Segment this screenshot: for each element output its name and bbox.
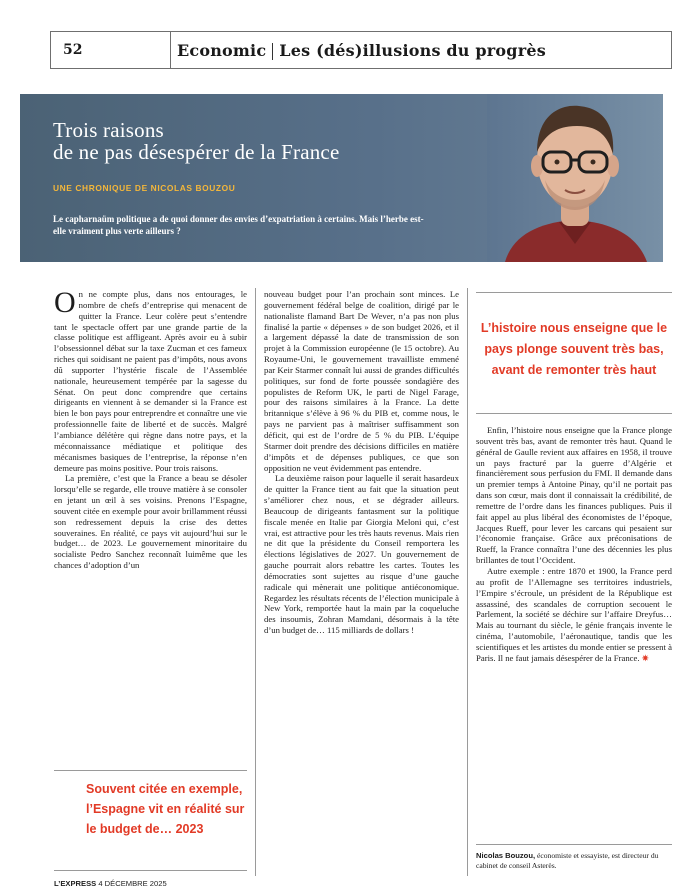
paragraph-6 [476,566,672,664]
column-divider-1 [255,288,256,876]
title-line-1: Trois raisons [53,118,164,142]
section-name: Economic [177,40,267,60]
pullquote-2: L’histoire nous enseigne que le pays plonge souvent très bas, avant de remonter très haut [480,321,668,377]
page-header [50,31,672,69]
author-signature [476,851,672,870]
end-mark-icon: ✷ [641,652,650,663]
author-portrait [487,94,663,262]
author-name: Nicolas Bouzou, [476,851,536,860]
page-footer [54,879,167,888]
article-standfirst: Le capharnaüm politique a de quoi donner des envies d’expatriation à certains. Mais l’herbe est-elle vraiment plus verte ailleurs ? [53,214,424,236]
pullquote-1-rule-bottom [54,870,247,871]
rubric-name: Les (dés)illusions du progrès [279,40,546,60]
signature-rule [476,844,672,845]
paragraph-5: Enfin, l’histoire nous enseigne que la France plonge souvent très bas, avant de remonter très haut. Quand le général de Gaulle revient aux affaires en 1958, il trouve un pays fracturé par la guerre d’Algérie et financièrement sous perfusion du FMI. Il demande dans un premier temps à Antoine Pinay, qu’il ne portait pas dans son cœur, mais dont il connaissait la crédibilité, de remettre de l’ordre dans les finances publiques. Puis il fait appel au plus libéral des économistes de l’époque, Jacques Rueff, pour lever les carcans qui pesaient sur l’économie française. Grâce aux préconisations de Rueff, la France connaîtra l’une des décennies les plus brillantes de tout l’Occident. [476,425,672,566]
paragraph-1 [54,286,247,473]
pullquote-2-rule-top [476,292,672,293]
dropcap: O [54,286,76,319]
article-title [53,119,339,163]
pullquote-2-rule-bottom [476,413,672,414]
paragraph-6-text: Autre exemple : entre 1870 et 1900, la France perd au profit de l’Allemagne ses territoires industriels, l’Empire s’écroule, un président de la République est assassiné, des scandales de corruption secouent le Parlement, la société se déchire sur l’affaire Dreyfus… Mais au tournant du siècle, le génie français invente le cinéma, l’automobile, l’aéronautique, tandis que les scientifiques et les artistes du monde entier se pressent à Paris. Il ne faut jamais désespérer de la France. [476,565,672,663]
column-divider-2 [467,288,468,876]
article-column-2 [264,289,459,636]
section-separator [272,43,273,60]
article-column-1 [54,286,247,571]
paragraph-2: La première, c’est que la France a beau se désoler lorsqu’elle se regarde, elle trouve matière à se consoler en jetant un œil à ses voisins. Prenons l’Espagne, souvent citée en exemple pour avoir brillamment réussi son redressement depuis la crise des dettes souveraines. En réalité, ce pays vit aujourd’hui sur le budget… de 2023. Le gouvernement minoritaire du socialiste Pedro Sanchez reconnaît luimême que les chances d’adoption d’un [54,473,247,571]
issue-date: 4 DÉCEMBRE 2025 [98,879,167,888]
paragraph-4: La deuxième raison pour laquelle il serait hasardeux de quitter la France tient au fait que la situation peut s’améliorer chez nous, et se dégrader ailleurs. Beaucoup de dirigeants fantasment sur la politique fiscale menée en Italie par Giorgia Meloni qui, c’est vrai, est attractive pour les très hauts revenus. Mais rien ne dit que la présidente du Conseil remportera les élections législatives de 2027. Un gouvernement de gauche pourrait alors rebattre les cartes. Toutes les démocraties sont sujettes au risque d’une gauche radicale qui mènerait une politique antiéconomique. Regardez les résultats récents de l’élection municipale à New York, remportée haut la main par la coqueluche des insoumis, Zohran Mamdani, désormais à la tête d’un budget de… 115 milliards de dollars ! [264,473,459,636]
pullquote-1-rule-top [54,770,247,771]
magazine-name: L’EXPRESS [54,879,97,888]
author-bio: économiste et essayiste, est directeur du cabinet de conseil Asterès. [476,851,659,870]
author-kicker: UNE CHRONIQUE DE NICOLAS BOUZOU [53,183,236,193]
pullquote-1: Souvent citée en exemple, l’Espagne vit en réalité sur le budget de… 2023 [86,782,245,836]
paragraph-1-text: n ne compte plus, dans nos entourages, le nombre de chefs d’entreprise qui menacent de quitter la France. Leur colère peut s’entendre tant le spectacle offert par une grande partie de la classe politique est affligeant. Après avoir eu à subir l’obsessionnel débat sur la taxe Zucman et ces fameux riches qui soidisant ne paient pas d’impôts, nous avons dû supporter l’hystérie fiscale de l’Assemblée nationale, heureusement tempérée par la sagesse du Sénat. On peut donc comprendre que certains dirigeants en viennent à se demander si la France est bien le bon pays pour entreprendre et connaître une vie professionnelle faite de liberté et de succès. Malgré l’ambiance délétère qui règne dans notre pays, et la méconnaissance médiatique et politique des mécanismes basiques de l’entreprise, la réponse n’en demeure pas moins positive. Pour trois raisons. [54,289,247,473]
hero-banner [20,94,663,262]
page-number: 52 [51,32,171,68]
section-title [171,41,546,60]
title-line-2: de ne pas désespérer de la France [53,140,340,164]
paragraph-3: nouveau budget pour l’an prochain sont minces. Le gouvernement fédéral belge de coalition, dirigé par le nationaliste flamand Bart De Wever, n’a pas non plus finalisé la partie « dépenses » de son budget 2026, et il a largement dépassé la date de transmission de son projet à la Commission européenne (le 15 octobre). Au Royaume-Uni, le gouvernement travailliste emmené par Keir Starmer connaît lui aussi de grandes difficultés politiques, sur fond de forte poussée sondagière des populistes de Reform UK, le parti de Nigel Farage, pour des raisons similaires à la France. La dette britannique s’élève à 96 % du PIB et, comme nous, le pays ne parvient pas à maîtriser suffisamment son déficit, qui est de l’ordre de 5 % du PIB. L’équipe Starmer doit prendre des décisions difficiles en matière d’impôts et de dépenses publiques, ce que son opposition ne veut évidemment pas entendre. [264,289,459,473]
article-column-3 [476,425,672,664]
